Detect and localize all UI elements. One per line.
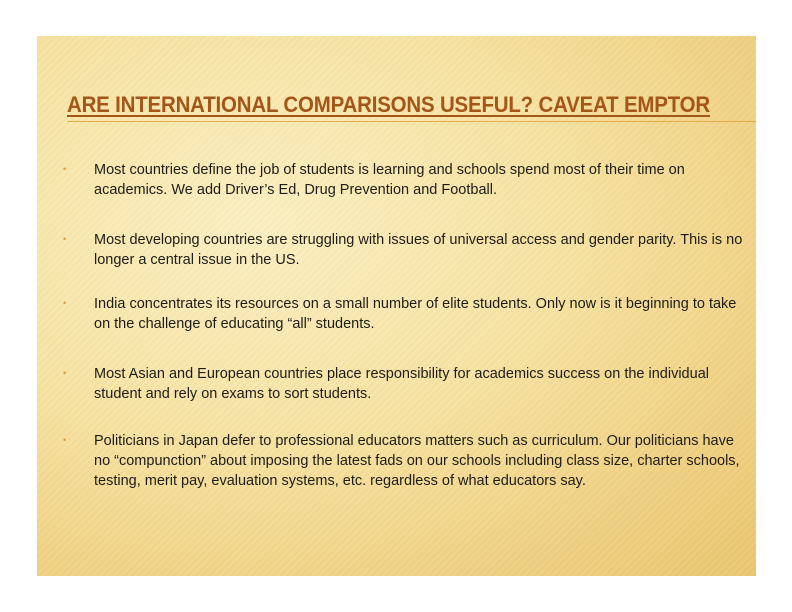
bullet-dot-icon: • xyxy=(63,298,67,308)
bullet-dot-icon: • xyxy=(63,164,67,174)
bullet-dot-icon: • xyxy=(63,234,67,244)
bullet-text: Politicians in Japan defer to professional educators matters such as curriculum. Our politicians have no “compunction” about imposing the latest fads on our schools including class size, charter schools, testing, merit pay, evaluation systems, etc. regardless of what educators say. xyxy=(94,433,740,489)
bullet-text: India concentrates its resources on a small number of elite students. Only now is it beginning to take on the challenge of educating “all” students. xyxy=(94,296,737,332)
bullet-dot-icon: • xyxy=(63,368,67,378)
bullet-dot-icon: • xyxy=(63,435,67,445)
bullet-text: Most developing countries are struggling with issues of universal access and gender parity. This is no longer a central issue in the US. xyxy=(94,232,743,268)
slide xyxy=(37,36,756,576)
bullet-text: Most Asian and European countries place responsibility for academics success on the individual student and rely on exams to sort students. xyxy=(94,366,709,402)
bullet-text: Most countries define the job of students is learning and schools spend most of their time on academics. We add Driver’s Ed, Drug Prevention and Football. xyxy=(94,162,685,198)
title-divider xyxy=(67,121,756,122)
slide-title: ARE INTERNATIONAL COMPARISONS USEFUL? CAVEAT EMPTOR xyxy=(67,92,710,117)
